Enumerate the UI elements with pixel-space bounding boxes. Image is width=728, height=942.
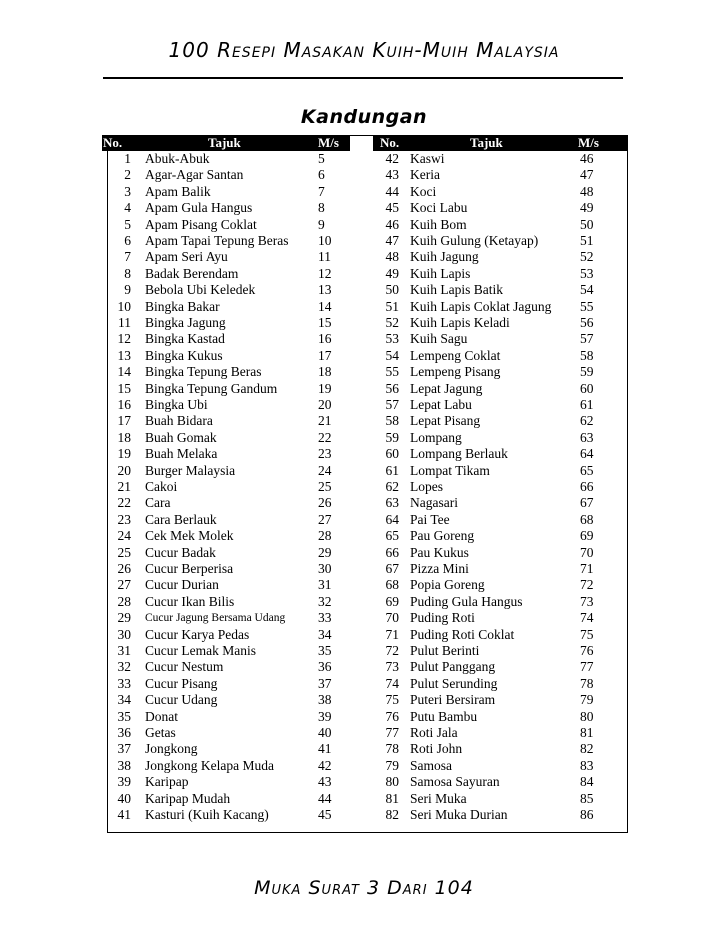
entry-page: 85 (580, 790, 594, 806)
toc-entry (0, 495, 728, 511)
entry-number: 82 (385, 807, 399, 822)
toc-entry (0, 331, 728, 347)
entry-title: Cara Berlauk (145, 511, 217, 527)
entry-page: 68 (580, 511, 594, 527)
entry-number: 70 (385, 610, 399, 626)
entry-number: 68 (385, 577, 399, 593)
entry-page: 27 (318, 511, 332, 527)
toc-entry (0, 151, 728, 167)
entry-title: Kuih Jagung (410, 249, 479, 265)
entry-page: 54 (580, 282, 594, 298)
entry-title: Abuk-Abuk (145, 151, 210, 166)
entry-title: Cucur Pisang (145, 675, 218, 691)
entry-title: Bingka Kastad (145, 331, 225, 347)
entry-page: 62 (580, 413, 594, 429)
entry-page: 64 (580, 446, 594, 462)
entry-title: Puding Gula Hangus (410, 593, 523, 609)
entry-title: Cucur Udang (145, 692, 218, 708)
entry-title: Karipap Mudah (145, 790, 231, 806)
entry-title: Cakoi (145, 479, 178, 494)
entry-page: 71 (580, 561, 594, 576)
entry-number: 54 (385, 347, 399, 363)
entry-page: 9 (318, 216, 325, 232)
toc-entry (0, 381, 728, 397)
entry-number: 57 (385, 397, 399, 412)
entry-number: 15 (117, 380, 131, 396)
entry-title: Kuih Lapis (410, 265, 471, 281)
entry-title: Lompang (410, 429, 462, 445)
entry-title: Cucur Durian (145, 577, 219, 593)
entry-page: 32 (318, 593, 332, 609)
entry-number: 5 (124, 216, 131, 232)
entry-title: Cucur Lemak Manis (145, 643, 256, 658)
entry-title: Pulut Serunding (410, 675, 498, 691)
toc-entry (0, 446, 728, 462)
entry-title: Lompang Berlauk (410, 446, 508, 462)
entry-page: 67 (580, 495, 594, 511)
entry-title: Pau Kukus (410, 544, 469, 560)
toc-entry (0, 643, 728, 659)
entry-number: 69 (385, 593, 399, 609)
contents-heading: Kandungan (300, 106, 428, 128)
entry-number: 34 (117, 692, 131, 708)
entry-title: Pau Goreng (410, 528, 475, 544)
entry-number: 33 (117, 675, 131, 691)
entry-page: 34 (318, 626, 332, 642)
entry-page: 7 (318, 183, 325, 199)
entry-number: 46 (385, 216, 399, 232)
toc-entry (0, 184, 728, 200)
toc-entry (0, 741, 728, 757)
entry-page: 55 (580, 298, 594, 314)
entry-number: 44 (385, 183, 399, 199)
entry-page: 44 (318, 790, 332, 806)
toc-entry (0, 348, 728, 364)
entry-page: 18 (318, 364, 332, 380)
toc-entry (0, 200, 728, 216)
entry-title: Nagasari (410, 495, 458, 511)
entry-title: Puding Roti (410, 610, 475, 626)
entry-page: 33 (318, 610, 332, 626)
entry-number: 16 (117, 397, 131, 412)
entry-number: 79 (385, 757, 399, 773)
entry-page: 50 (580, 216, 594, 232)
entry-number: 3 (124, 183, 131, 199)
entry-page: 38 (318, 692, 332, 708)
entry-page: 42 (318, 757, 332, 773)
entry-number: 81 (385, 790, 399, 806)
right-header-no: No. (380, 135, 400, 150)
entry-page: 86 (580, 807, 594, 822)
entry-title: Pizza Mini (410, 561, 469, 576)
entry-number: 78 (385, 741, 399, 757)
entry-title: Kuih Lapis Batik (410, 282, 503, 298)
entry-number: 58 (385, 413, 399, 429)
left-header-no: No. (103, 135, 123, 150)
entry-title: Lempeng Coklat (410, 347, 501, 363)
entry-page: 80 (580, 708, 594, 724)
entry-title: Jongkong (145, 741, 198, 757)
toc-entry (0, 791, 728, 807)
entry-page: 28 (318, 528, 332, 544)
toc-entry (0, 430, 728, 446)
entry-page: 46 (580, 151, 594, 166)
entry-number: 50 (385, 282, 399, 298)
entry-page: 15 (318, 315, 332, 330)
entry-page: 59 (580, 364, 594, 380)
entry-number: 36 (117, 725, 131, 740)
entry-number: 14 (117, 364, 131, 380)
entry-page: 82 (580, 741, 594, 757)
entry-title: Pai Tee (410, 511, 450, 527)
entry-number: 76 (385, 708, 399, 724)
entry-page: 75 (580, 626, 594, 642)
entry-page: 56 (580, 315, 594, 330)
entry-page: 22 (318, 429, 332, 445)
entry-title: Agar-Agar Santan (145, 167, 244, 183)
entry-number: 39 (117, 774, 131, 790)
toc-entry (0, 479, 728, 495)
entry-title: Lempeng Pisang (410, 364, 501, 380)
entry-title: Cucur Berperisa (145, 561, 234, 576)
entry-number: 73 (385, 659, 399, 675)
entry-number: 42 (385, 151, 399, 166)
toc-entry (0, 594, 728, 610)
entry-page: 12 (318, 265, 332, 281)
entry-page: 47 (580, 167, 594, 183)
entry-number: 64 (385, 511, 399, 527)
entry-page: 10 (318, 233, 332, 248)
left-column-header (102, 135, 350, 151)
entry-number: 49 (385, 265, 399, 281)
entry-number: 48 (385, 249, 399, 265)
entry-title: Cucur Ikan Bilis (145, 593, 235, 609)
entry-title: Lopes (410, 479, 443, 494)
entry-number: 53 (385, 331, 399, 347)
entry-title: Cek Mek Molek (145, 528, 234, 544)
entry-page: 52 (580, 249, 594, 265)
entry-title: Kuih Bom (410, 216, 467, 232)
entry-title: Karipap (145, 774, 189, 790)
document-header-title: 100 Resepi Masakan Kuih-Muih Malaysia (168, 38, 560, 62)
entry-page: 65 (580, 462, 594, 478)
entry-page: 25 (318, 479, 332, 494)
entry-number: 63 (385, 495, 399, 511)
entry-number: 11 (118, 315, 131, 330)
entry-page: 49 (580, 200, 594, 216)
entry-title: Popia Goreng (410, 577, 485, 593)
entry-page: 66 (580, 479, 594, 494)
toc-entry (0, 266, 728, 282)
toc-entry (0, 397, 728, 413)
entry-title: Badak Berendam (145, 265, 239, 281)
entry-number: 67 (385, 561, 399, 576)
entry-number: 26 (117, 561, 131, 576)
toc-entry (0, 299, 728, 315)
page-footer: Muka Surat 3 Dari 104 (254, 877, 474, 899)
entry-number: 29 (117, 610, 131, 626)
entry-number: 4 (124, 200, 131, 216)
entry-title: Lompat Tikam (410, 462, 490, 478)
entry-page: 17 (318, 347, 332, 363)
toc-entry (0, 413, 728, 429)
toc-entry (0, 758, 728, 774)
right-header-page: M/s (578, 135, 599, 150)
entry-page: 39 (318, 708, 332, 724)
entry-number: 30 (117, 626, 131, 642)
entry-title: Apam Pisang Coklat (145, 216, 257, 232)
entry-page: 81 (580, 725, 594, 740)
entry-number: 80 (385, 774, 399, 790)
entry-number: 31 (117, 643, 131, 658)
entry-number: 9 (124, 282, 131, 298)
entry-page: 74 (580, 610, 594, 626)
toc-entry (0, 774, 728, 790)
entry-title: Bingka Ubi (145, 397, 208, 412)
entry-page: 57 (580, 331, 594, 347)
entry-number: 62 (385, 479, 399, 494)
entry-number: 7 (124, 249, 131, 265)
toc-entry (0, 167, 728, 183)
entry-number: 13 (117, 347, 131, 363)
entry-title: Pulut Berinti (410, 643, 480, 658)
entry-title: Buah Gomak (145, 429, 217, 445)
entry-number: 60 (385, 446, 399, 462)
entry-page: 14 (318, 298, 332, 314)
right-column-header (373, 135, 628, 151)
entry-page: 60 (580, 380, 594, 396)
entry-number: 27 (117, 577, 131, 593)
entry-page: 84 (580, 774, 594, 790)
entry-number: 12 (117, 331, 131, 347)
entry-number: 38 (117, 757, 131, 773)
toc-entry (0, 364, 728, 380)
entry-title: Bingka Tepung Gandum (145, 380, 278, 396)
entry-page: 29 (318, 544, 332, 560)
entry-number: 65 (385, 528, 399, 544)
right-header-title: Tajuk (470, 135, 503, 150)
entry-title: Lepat Labu (410, 397, 472, 412)
entry-page: 13 (318, 282, 332, 298)
entry-title: Donat (145, 708, 178, 724)
entry-page: 6 (318, 167, 325, 183)
entry-page: 31 (318, 577, 332, 593)
entry-number: 2 (124, 167, 131, 183)
entry-page: 78 (580, 675, 594, 691)
toc-entry (0, 577, 728, 593)
entry-page: 83 (580, 757, 594, 773)
entry-title: Cucur Karya Pedas (145, 626, 250, 642)
entry-page: 20 (318, 397, 332, 412)
entry-number: 22 (117, 495, 131, 511)
entry-title: Seri Muka (410, 790, 467, 806)
entry-title: Apam Gula Hangus (145, 200, 253, 216)
entry-title: Samosa Sayuran (410, 774, 500, 790)
entry-title: Cara (145, 495, 171, 511)
entry-page: 70 (580, 544, 594, 560)
left-header-title: Tajuk (208, 135, 241, 150)
entry-number: 17 (117, 413, 131, 429)
entry-page: 61 (580, 397, 594, 412)
entry-page: 69 (580, 528, 594, 544)
toc-entry (0, 725, 728, 741)
entry-page: 19 (318, 380, 332, 396)
toc-entry (0, 545, 728, 561)
toc-entry (0, 315, 728, 331)
entry-number: 72 (385, 643, 399, 658)
entry-number: 40 (117, 790, 131, 806)
entry-title: Bebola Ubi Keledek (145, 282, 256, 298)
entry-title: Putu Bambu (410, 708, 478, 724)
entry-title: Keria (410, 167, 440, 183)
entry-number: 10 (117, 298, 131, 314)
entry-title: Puteri Bersiram (410, 692, 496, 708)
entry-page: 11 (318, 249, 331, 265)
toc-entry (0, 463, 728, 479)
entry-page: 48 (580, 183, 594, 199)
entry-title: Koci (410, 183, 437, 199)
entry-page: 77 (580, 659, 594, 675)
entry-title: Kuih Lapis Keladi (410, 315, 510, 330)
toc-entry (0, 249, 728, 265)
entry-number: 18 (117, 429, 131, 445)
entry-title: Puding Roti Coklat (410, 626, 515, 642)
entry-number: 77 (385, 725, 399, 740)
entry-page: 51 (580, 233, 594, 248)
entry-number: 32 (117, 659, 131, 675)
toc-entry (0, 282, 728, 298)
entry-number: 21 (117, 479, 131, 494)
entry-number: 56 (385, 380, 399, 396)
entry-number: 51 (385, 298, 399, 314)
entry-number: 66 (385, 544, 399, 560)
entry-page: 8 (318, 200, 325, 216)
entry-page: 58 (580, 347, 594, 363)
entry-number: 23 (117, 511, 131, 527)
entry-page: 23 (318, 446, 332, 462)
entry-title: Kuih Sagu (410, 331, 468, 347)
toc-entry (0, 659, 728, 675)
entry-title: Burger Malaysia (145, 462, 236, 478)
toc-entry (0, 233, 728, 249)
entry-title: Buah Bidara (145, 413, 213, 429)
entry-page: 72 (580, 577, 594, 593)
entry-title: Apam Balik (145, 183, 211, 199)
entry-number: 55 (385, 364, 399, 380)
entry-number: 1 (124, 151, 131, 166)
entry-page: 63 (580, 429, 594, 445)
entry-number: 20 (117, 462, 131, 478)
entry-title: Apam Tapai Tepung Beras (145, 233, 289, 248)
entry-page: 43 (318, 774, 332, 790)
toc-entry (0, 217, 728, 233)
entry-number: 8 (124, 265, 131, 281)
toc-entry (0, 709, 728, 725)
entry-title: Kuih Lapis Coklat Jagung (410, 298, 552, 314)
entry-page: 37 (318, 675, 332, 691)
entry-number: 6 (124, 233, 131, 248)
entry-page: 73 (580, 593, 594, 609)
entry-title: Koci Labu (410, 200, 468, 216)
entry-title: Cucur Nestum (145, 659, 224, 675)
entry-title: Roti John (410, 741, 463, 757)
entry-page: 21 (318, 413, 332, 429)
entry-title: Cucur Badak (145, 544, 216, 560)
entry-number: 43 (385, 167, 399, 183)
entry-title: Bingka Jagung (145, 315, 226, 330)
toc-entry (0, 627, 728, 643)
entry-title: Lepat Jagung (410, 380, 483, 396)
entry-number: 71 (385, 626, 399, 642)
entry-page: 24 (318, 462, 332, 478)
header-divider (103, 77, 623, 79)
toc-entry (0, 807, 728, 823)
entry-title: Bingka Kukus (145, 347, 223, 363)
entry-number: 45 (385, 200, 399, 216)
entry-page: 40 (318, 725, 332, 740)
toc-entry (0, 528, 728, 544)
entry-title: Buah Melaka (145, 446, 218, 462)
entry-number: 41 (117, 807, 131, 822)
entry-title: Getas (145, 725, 176, 740)
toc-entry (0, 512, 728, 528)
entry-title: Roti Jala (410, 725, 458, 740)
entry-number: 37 (117, 741, 131, 757)
entry-title: Cucur Jagung Bersama Udang (145, 612, 286, 625)
entry-number: 59 (385, 429, 399, 445)
entry-title: Apam Seri Ayu (145, 249, 228, 265)
entry-number: 35 (117, 708, 131, 724)
left-header-page: M/s (318, 135, 339, 150)
entry-title: Bingka Tepung Beras (145, 364, 262, 380)
toc-entry (0, 692, 728, 708)
entry-page: 35 (318, 643, 332, 658)
entry-title: Kaswi (410, 151, 445, 166)
entry-page: 26 (318, 495, 332, 511)
entry-number: 25 (117, 544, 131, 560)
entry-number: 74 (385, 675, 399, 691)
entry-page: 53 (580, 265, 594, 281)
entry-number: 19 (117, 446, 131, 462)
entry-title: Lepat Pisang (410, 413, 481, 429)
entry-page: 41 (318, 741, 332, 757)
entry-title: Seri Muka Durian (410, 807, 508, 822)
entry-number: 61 (385, 462, 399, 478)
entry-title: Kuih Gulung (Ketayap) (410, 233, 539, 248)
entry-number: 75 (385, 692, 399, 708)
entry-number: 24 (117, 528, 131, 544)
toc-entry (0, 610, 728, 626)
entry-page: 16 (318, 331, 332, 347)
entry-number: 52 (385, 315, 399, 330)
entry-title: Jongkong Kelapa Muda (145, 757, 274, 773)
entry-page: 76 (580, 643, 594, 658)
entry-title: Samosa (410, 757, 452, 773)
entry-page: 5 (318, 151, 325, 166)
toc-entry (0, 676, 728, 692)
entry-title: Kasturi (Kuih Kacang) (145, 807, 269, 822)
entry-page: 30 (318, 561, 332, 576)
entry-page: 79 (580, 692, 594, 708)
entry-page: 36 (318, 659, 332, 675)
entry-title: Bingka Bakar (145, 298, 220, 314)
entry-title: Pulut Panggang (410, 659, 496, 675)
entry-number: 28 (117, 593, 131, 609)
toc-entry (0, 561, 728, 577)
entry-number: 47 (385, 233, 399, 248)
entry-page: 45 (318, 807, 332, 822)
